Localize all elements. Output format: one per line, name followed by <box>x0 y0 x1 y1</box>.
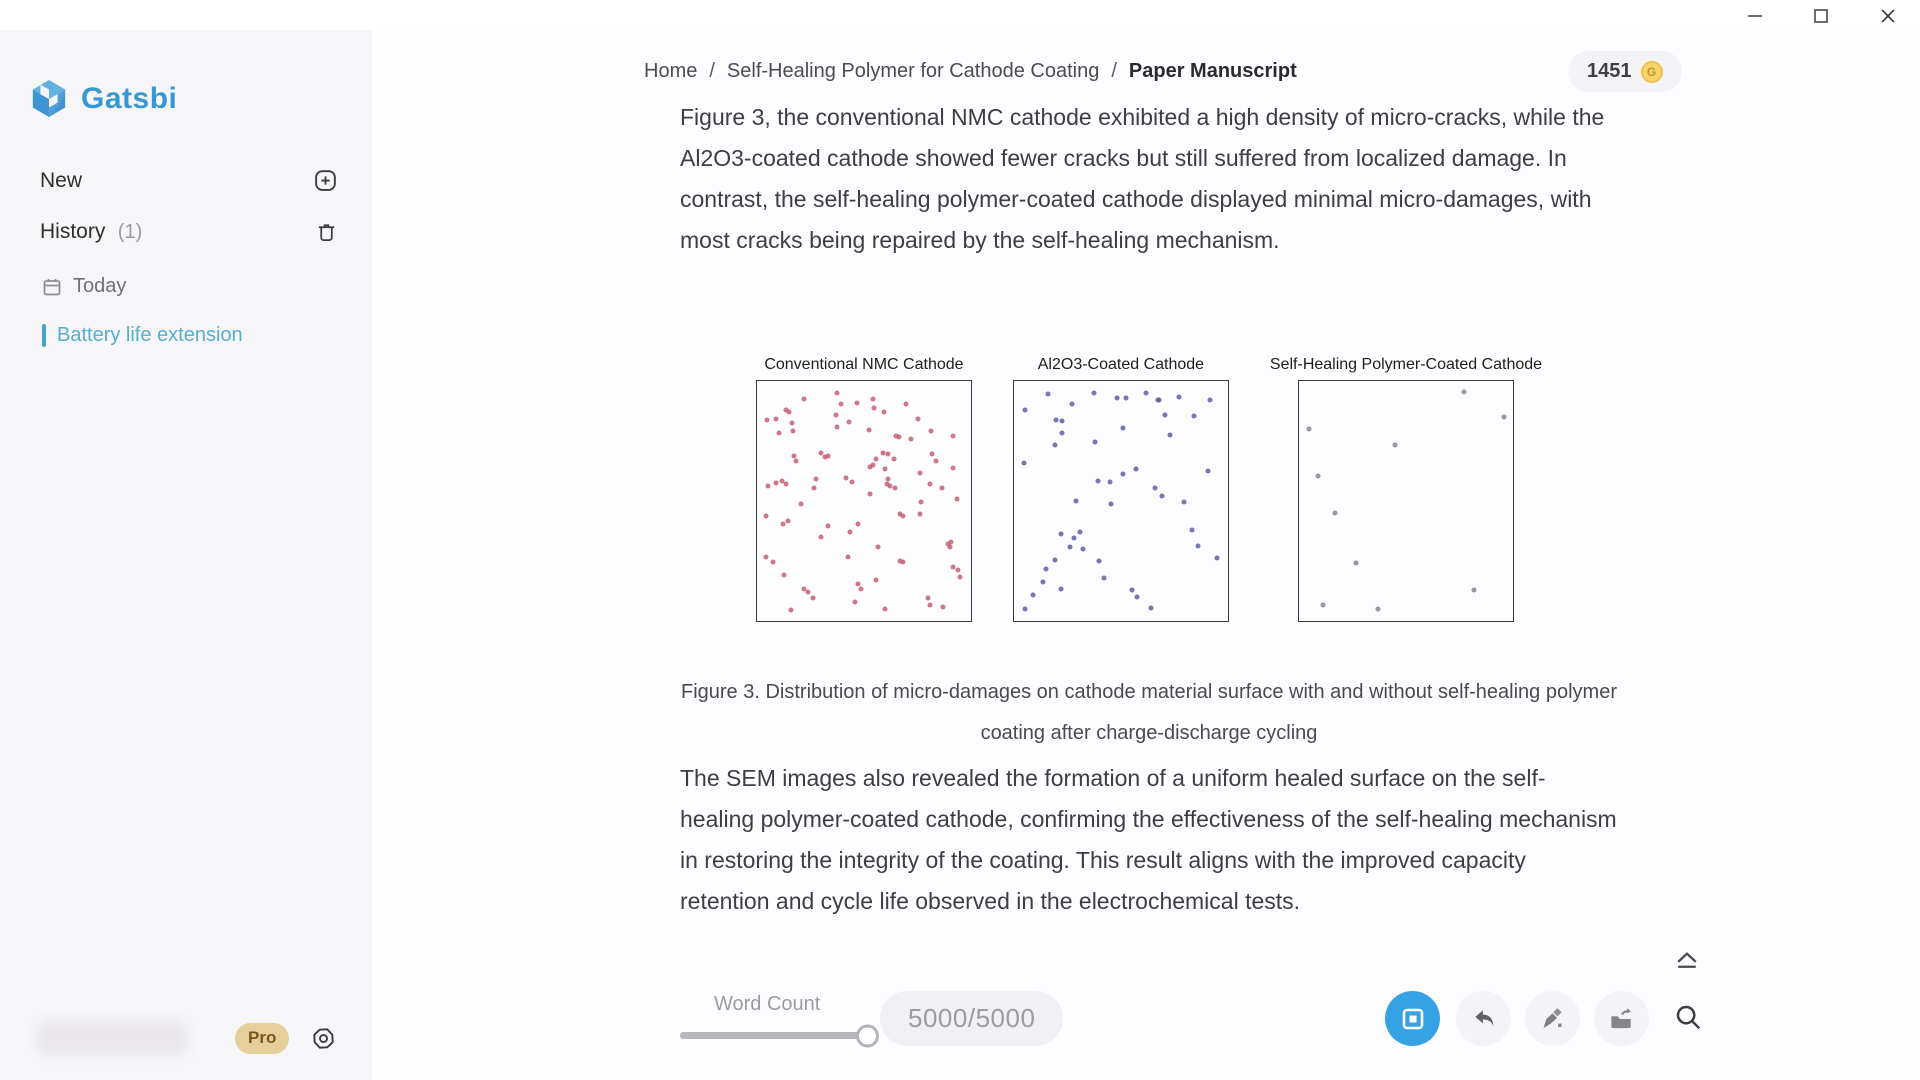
scatter-dot <box>1022 606 1027 611</box>
scatter-dot <box>776 431 781 436</box>
plus-icon[interactable] <box>313 168 338 193</box>
scatter-dot <box>1124 395 1129 400</box>
word-count-label: Word Count <box>714 993 821 1015</box>
scatter-dot <box>1206 469 1211 474</box>
word-count-separator: / <box>967 1003 976 1033</box>
scatter-dot <box>1134 594 1139 599</box>
scatter-dot <box>852 599 857 604</box>
scatter-dot <box>805 589 810 594</box>
scatter-dot <box>957 575 962 580</box>
export-folder-button[interactable] <box>1594 991 1649 1046</box>
scatter-dot <box>788 607 793 612</box>
scatter-dot <box>1053 417 1058 422</box>
app-title: Gatsbi <box>81 82 178 115</box>
scatter-dot <box>956 568 961 573</box>
scatter-dot <box>954 497 959 502</box>
scatter-dot <box>1461 389 1466 394</box>
coin-icon: G <box>1641 61 1663 83</box>
figure-panel-title: Conventional NMC Cathode <box>764 356 964 373</box>
scatter-dot <box>1059 586 1064 591</box>
folder-export-icon <box>1608 1005 1635 1032</box>
scatter-dot <box>876 545 881 550</box>
sidebar-item-history[interactable] <box>40 220 338 244</box>
scatter-dot <box>892 457 897 462</box>
sidebar-item-new[interactable] <box>40 168 338 193</box>
scatter-dot <box>1108 480 1113 485</box>
scatter-dot <box>901 513 906 518</box>
scatter-dot <box>916 417 921 422</box>
scatter-dot <box>1040 579 1045 584</box>
scatter-dot <box>834 391 839 396</box>
scatter-dot <box>874 578 879 583</box>
sidebar-item-battery-life-extension[interactable] <box>42 324 243 347</box>
sidebar-group-today[interactable] <box>42 275 126 298</box>
scatter-dot <box>892 485 897 490</box>
scatter-dot <box>1081 546 1086 551</box>
word-count-slider[interactable] <box>680 1032 868 1039</box>
user-name-redacted <box>37 1021 187 1055</box>
scatter-dot <box>1153 486 1158 491</box>
scatter-dot <box>1070 402 1075 407</box>
pro-badge[interactable]: Pro <box>235 1023 289 1054</box>
scatter-dot <box>845 555 850 560</box>
breadcrumb-separator: / <box>709 60 715 82</box>
scatter-dot <box>897 435 902 440</box>
figure-caption: Figure 3. Distribution of micro-damages on cathode material surface with and without self-healing polymer coating after charge-discharge cycling <box>680 681 1617 744</box>
scatter-dot <box>1053 557 1058 562</box>
sidebar-user-area <box>37 1016 342 1060</box>
scatter-dot <box>1067 544 1072 549</box>
maximize-icon <box>1810 5 1832 27</box>
scatter-dot <box>790 420 795 425</box>
scatter-dot <box>859 586 864 591</box>
scatter-dot <box>846 420 851 425</box>
scatter-dot <box>785 518 790 523</box>
scatter-dot <box>870 462 875 467</box>
scatter-dot <box>763 555 768 560</box>
app-logo[interactable] <box>30 78 177 120</box>
scatter-dot <box>934 459 939 464</box>
scatter-dot <box>1472 587 1477 592</box>
scatter-dot <box>901 559 906 564</box>
scatter-dot <box>866 427 871 432</box>
scatter-dot <box>1157 397 1162 402</box>
scatter-dot <box>1108 502 1113 507</box>
active-indicator-bar <box>42 324 46 347</box>
history-label: History <box>40 220 106 243</box>
layout-view-button[interactable] <box>1385 991 1440 1046</box>
scatter-dot <box>1060 431 1065 436</box>
scatter-dot <box>1031 592 1036 597</box>
scatter-dot <box>1043 566 1048 571</box>
breadcrumb <box>644 60 1297 83</box>
scatter-dot <box>1120 426 1125 431</box>
search-button[interactable] <box>1668 997 1708 1037</box>
figure-panel <box>1270 356 1542 622</box>
figure-panel <box>756 356 972 622</box>
scatter-dot <box>819 535 824 540</box>
scatter-dot <box>1353 560 1358 565</box>
scatter-dot <box>1121 472 1126 477</box>
scatter-dot <box>947 545 952 550</box>
scatter-dot <box>1073 499 1078 504</box>
pen-eraser-icon <box>1539 1005 1566 1032</box>
word-count-slider-knob[interactable] <box>856 1024 879 1047</box>
scatter-dot <box>882 410 887 415</box>
scatter-dot <box>855 401 860 406</box>
scatter-dot <box>941 604 946 609</box>
active-doc-label: Battery life extension <box>57 324 243 346</box>
scatter-plot <box>1013 380 1229 622</box>
scatter-dot <box>1053 442 1058 447</box>
scatter-dot <box>1189 528 1194 533</box>
scatter-dot <box>773 417 778 422</box>
breadcrumb-separator: / <box>1111 60 1117 82</box>
scatter-dot <box>1316 474 1321 479</box>
scatter-dot <box>882 467 887 472</box>
today-label: Today <box>73 275 127 297</box>
scatter-dot <box>903 402 908 407</box>
word-count-current: 5000 <box>908 1003 968 1033</box>
scatter-dot <box>927 482 932 487</box>
scatter-dot <box>1195 543 1200 548</box>
scatter-dot <box>773 480 778 485</box>
scatter-dot <box>872 406 877 411</box>
scatter-dot <box>1022 408 1027 413</box>
scatter-dot <box>844 475 849 480</box>
scatter-dot <box>849 480 854 485</box>
calendar-icon <box>42 277 62 297</box>
scatter-dot <box>1021 460 1026 465</box>
scatter-dot <box>763 513 768 518</box>
scatter-dot <box>1093 439 1098 444</box>
scatter-dot <box>1160 494 1165 499</box>
word-count-display <box>880 991 1063 1046</box>
scatter-dot <box>833 412 838 417</box>
square-view-icon <box>1399 1005 1427 1033</box>
scatter-dot <box>825 523 830 528</box>
scatter-dot <box>1392 442 1397 447</box>
scatter-dot <box>927 603 932 608</box>
gear-icon <box>311 1026 336 1051</box>
scatter-dot <box>787 410 792 415</box>
chevron-up-icon <box>1672 948 1702 978</box>
scatter-dot <box>826 454 831 459</box>
manuscript-paragraph: Figure 3, the conventional NMC cathode exhibited a high density of micro-cracks, while the Al2O3-coated cathode showed fewer cracks but still suffered from localized damage. In contrast, the self-healing polymer-coated cathode displayed minimal micro-damages, with most cracks being repaired by the self-healing mechanism. <box>680 104 1605 253</box>
scatter-dot <box>1306 427 1311 432</box>
scatter-dot <box>835 424 840 429</box>
scatter-dot <box>791 428 796 433</box>
scatter-dot <box>782 573 787 578</box>
trash-icon[interactable] <box>315 220 338 244</box>
scatter-dot <box>926 596 931 601</box>
rewrite-pen-button[interactable] <box>1525 991 1580 1046</box>
scatter-dot <box>908 437 913 442</box>
close-button[interactable] <box>1875 3 1901 29</box>
scatter-dot <box>1078 530 1083 535</box>
scatter-dot <box>871 397 876 402</box>
scatter-dot <box>1207 397 1212 402</box>
scatter-dot <box>765 483 770 488</box>
scatter-dot <box>1046 392 1051 397</box>
scatter-dot <box>1168 433 1173 438</box>
credits-value: 1451 <box>1587 60 1632 82</box>
scatter-dot <box>1182 500 1187 505</box>
scatter-dot <box>855 522 860 527</box>
breadcrumb-current-page: Paper Manuscript <box>1128 60 1297 82</box>
gatsbi-logo-icon <box>30 78 68 120</box>
scatter-dot <box>950 465 955 470</box>
word-count-max: 5000 <box>975 1003 1036 1033</box>
history-count: (1) <box>117 221 143 243</box>
scatter-dot <box>867 492 872 497</box>
scatter-dot <box>814 476 819 481</box>
sidebar <box>0 28 372 1080</box>
scatter-dot <box>882 606 887 611</box>
scatter-dot <box>1102 576 1107 581</box>
scatter-dot <box>1097 558 1102 563</box>
word-count-slider-fill <box>680 1032 868 1039</box>
scroll-to-top-button[interactable] <box>1668 944 1706 982</box>
scatter-dot <box>1148 606 1153 611</box>
scatter-dot <box>919 500 924 505</box>
scatter-dot <box>1059 419 1064 424</box>
scatter-dot <box>1072 535 1077 540</box>
scatter-dot <box>1177 395 1182 400</box>
close-icon <box>1877 5 1899 27</box>
scatter-dot <box>794 458 799 463</box>
undo-arrow-icon <box>1471 1006 1497 1032</box>
scatter-dot <box>918 470 923 475</box>
new-label: New <box>40 168 83 192</box>
scatter-dot <box>784 482 789 487</box>
scatter-dot <box>917 511 922 516</box>
scatter-dot <box>1091 391 1096 396</box>
scatter-dot <box>1129 587 1134 592</box>
scatter-dot <box>1115 395 1120 400</box>
scatter-dot <box>1059 531 1064 536</box>
scatter-dot <box>1333 511 1338 516</box>
minimize-button[interactable] <box>1742 3 1768 29</box>
scatter-dot <box>873 457 878 462</box>
scatter-plot <box>1298 380 1514 622</box>
maximize-button[interactable] <box>1808 3 1834 29</box>
scatter-dot <box>929 452 934 457</box>
settings-button[interactable] <box>311 1026 336 1051</box>
scatter-dot <box>810 596 815 601</box>
scatter-dot <box>765 418 770 423</box>
scatter-dot <box>770 559 775 564</box>
scatter-dot <box>838 401 843 406</box>
scatter-dot <box>886 452 891 457</box>
figure-panel-title: Self-Healing Polymer-Coated Cathode <box>1269 356 1543 373</box>
scatter-dot <box>812 485 817 490</box>
scatter-dot <box>1143 391 1148 396</box>
scatter-dot <box>1375 607 1380 612</box>
scatter-dot <box>799 502 804 507</box>
scatter-dot <box>1163 413 1168 418</box>
scatter-dot <box>949 540 954 545</box>
breadcrumb-project[interactable]: Self-Healing Polymer for Cathode Coating <box>726 60 1100 82</box>
breadcrumb-home[interactable]: Home <box>644 60 698 82</box>
scatter-dot <box>1214 555 1219 560</box>
scatter-plot <box>756 380 972 622</box>
scatter-dot <box>847 530 852 535</box>
undo-button[interactable] <box>1456 991 1511 1046</box>
minimize-icon <box>1744 5 1766 27</box>
scatter-dot <box>939 485 944 490</box>
scatter-dot <box>1095 479 1100 484</box>
figure-panels <box>680 356 1618 622</box>
manuscript-paragraph: The SEM images also revealed the formation of a uniform healed surface on the self-healing polymer-coated cathode, confirming the effectiveness of the self-healing mechanism in restoring the integrity of the coating. This result aligns with the improved capacity retention and cycle life observed in the electrochemical tests. <box>680 765 1617 914</box>
scatter-dot <box>780 522 785 527</box>
credits-counter[interactable] <box>1568 51 1682 92</box>
figure-panel-title: Al2O3-Coated Cathode <box>1037 356 1205 373</box>
figure-panel <box>1013 356 1229 622</box>
scatter-dot <box>1321 602 1326 607</box>
scatter-dot <box>1134 466 1139 471</box>
scatter-dot <box>1501 414 1506 419</box>
titlebar <box>0 0 1920 30</box>
scatter-dot <box>1192 414 1197 419</box>
scatter-dot <box>801 397 806 402</box>
search-icon <box>1673 1002 1703 1032</box>
history-label-group <box>40 220 142 244</box>
scatter-dot <box>928 428 933 433</box>
scatter-dot <box>950 434 955 439</box>
